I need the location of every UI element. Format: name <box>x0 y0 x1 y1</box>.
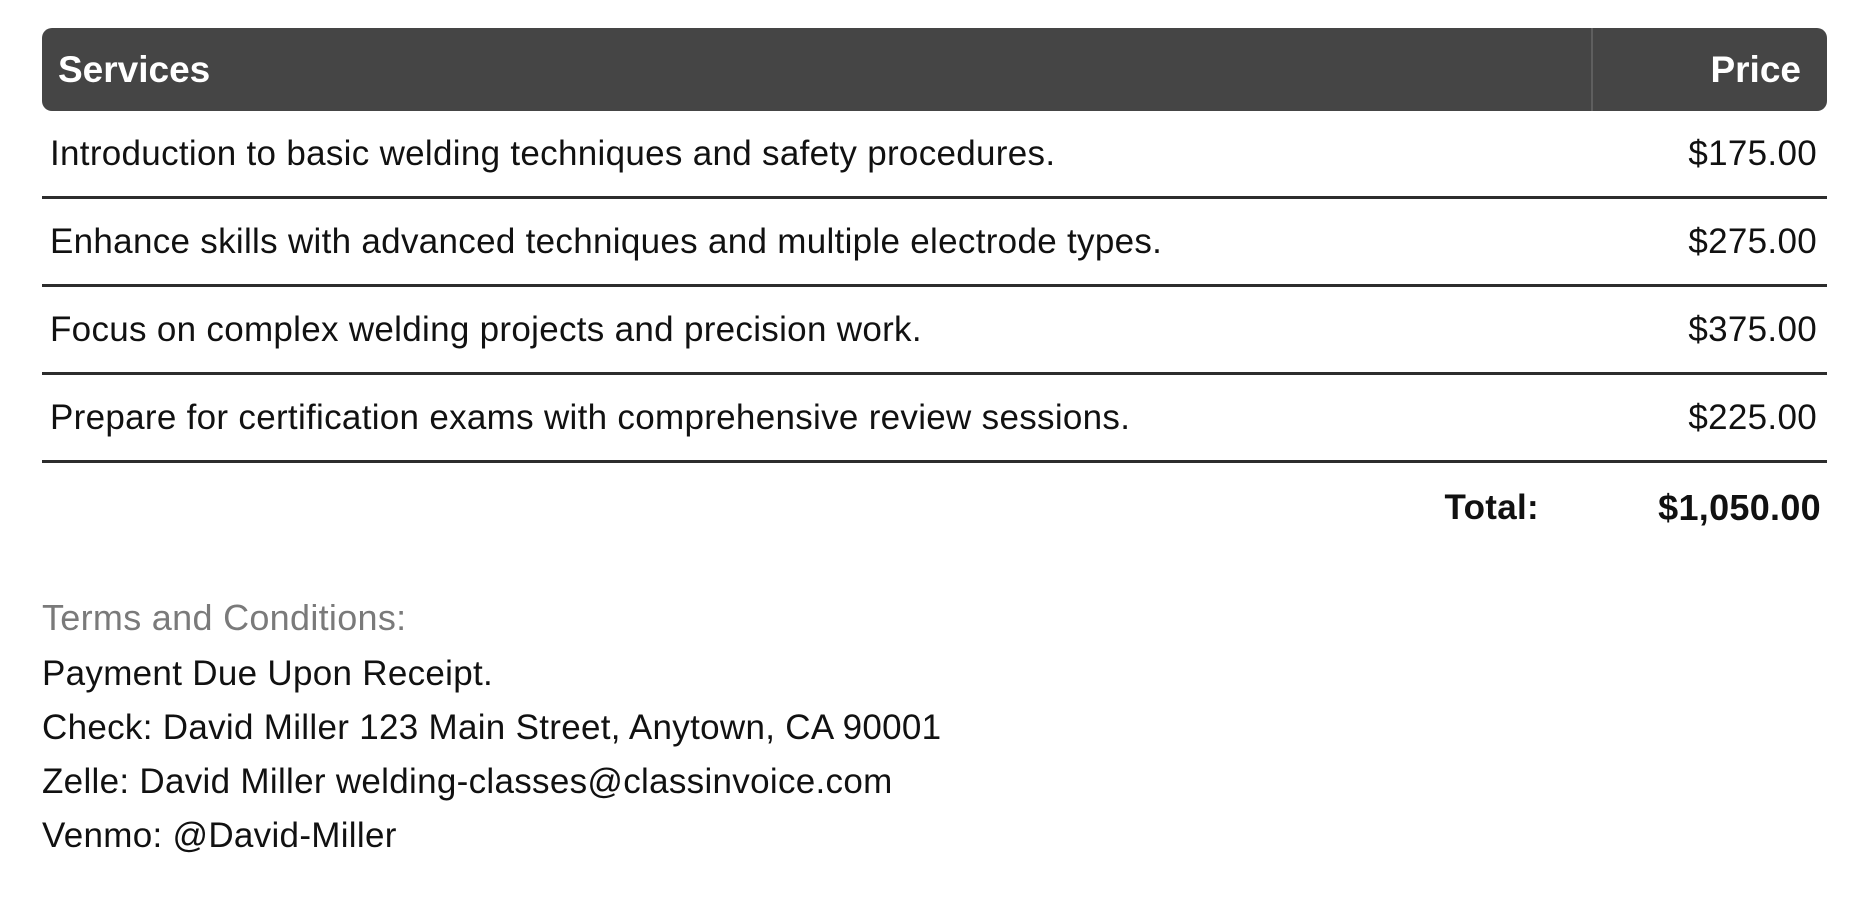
service-price: $275.00 <box>1591 199 1827 287</box>
table-header <box>42 28 1827 111</box>
service-price: $175.00 <box>1591 111 1827 199</box>
table-row <box>42 375 1827 463</box>
service-price: $375.00 <box>1591 287 1827 375</box>
service-description: Focus on complex welding projects and precision work. <box>42 287 1591 375</box>
terms-section <box>42 591 1827 863</box>
total-label: Total: <box>1444 488 1539 527</box>
table-body <box>42 111 1827 553</box>
table-row <box>42 111 1827 199</box>
services-column-header: Services <box>42 28 1591 111</box>
terms-line-venmo: Venmo: @David-Miller <box>42 816 397 855</box>
services-table <box>42 28 1827 553</box>
terms-line-payment: Payment Due Upon Receipt. <box>42 654 494 693</box>
price-column-header: Price <box>1591 28 1827 111</box>
total-value: $1,050.00 <box>1658 487 1821 528</box>
table-header-row <box>42 28 1827 111</box>
terms-line-check: Check: David Miller 123 Main Street, Anytown, CA 90001 <box>42 708 942 747</box>
terms-line-zelle: Zelle: David Miller welding-classes@classinvoice.com <box>42 762 893 801</box>
total-row <box>42 463 1827 553</box>
table-row <box>42 287 1827 375</box>
service-price: $225.00 <box>1591 375 1827 463</box>
invoice-body <box>42 28 1827 863</box>
service-description: Prepare for certification exams with comprehensive review sessions. <box>42 375 1591 463</box>
service-description: Introduction to basic welding techniques and safety procedures. <box>42 111 1591 199</box>
service-description: Enhance skills with advanced techniques and multiple electrode types. <box>42 199 1591 287</box>
table-row <box>42 199 1827 287</box>
terms-heading: Terms and Conditions: <box>42 597 407 638</box>
